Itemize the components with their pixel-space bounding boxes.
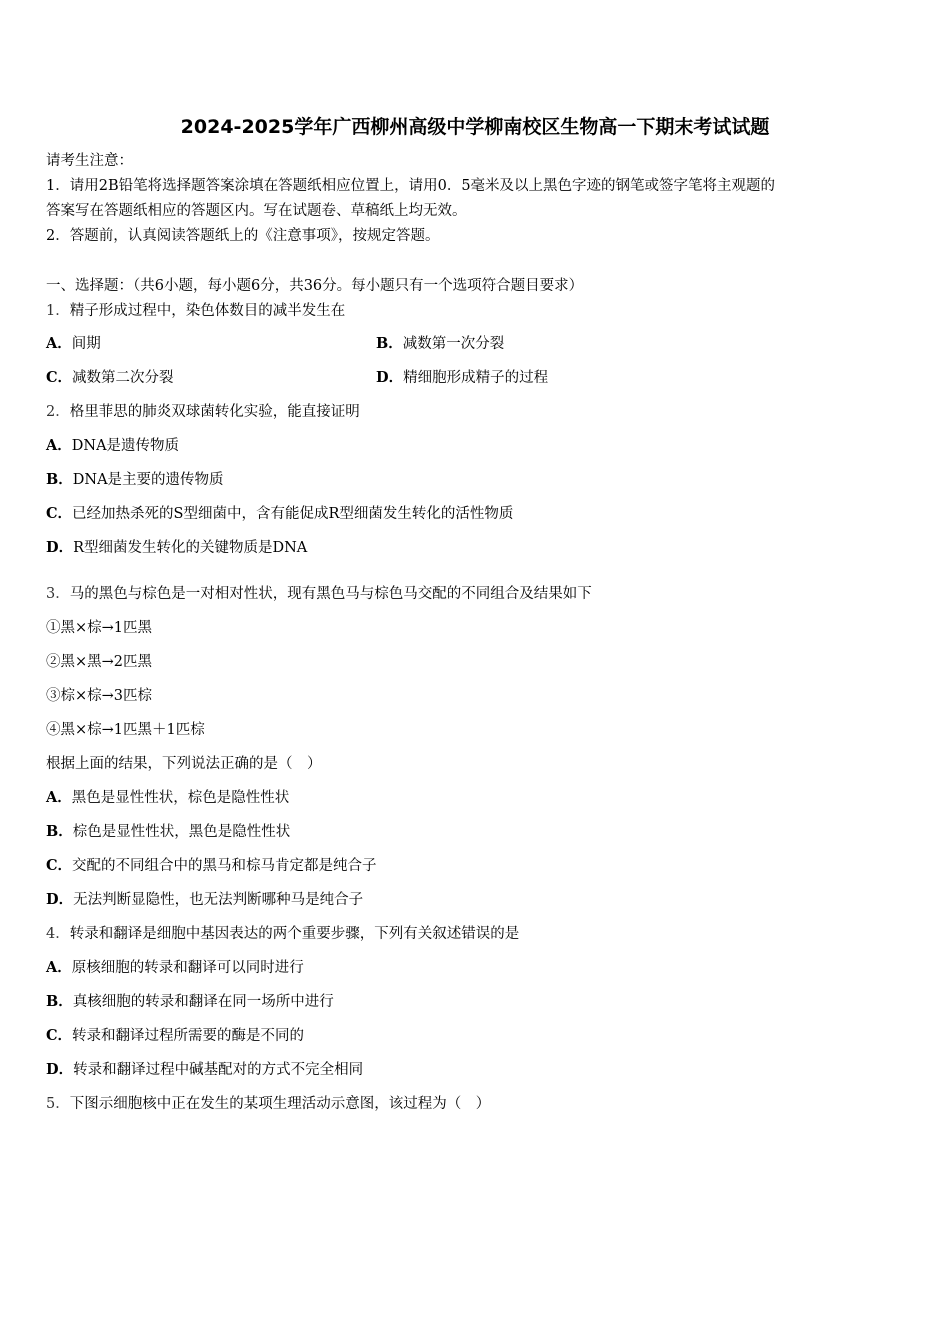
notice-line-1: 1．请用2B铅笔将选择题答案涂填在答题纸相应位置上，请用0．5毫米及以上黑色字迹的钢笔或签字笔将主观题的 <box>46 178 776 194</box>
option-label: A． <box>46 959 72 976</box>
cross-result-1: ①黑×棕→1匹黑 <box>46 620 153 636</box>
q1-option-c[interactable] <box>46 368 174 388</box>
question-stem: 转录和翻译是细胞中基因表达的两个重要步骤，下列有关叙述错误的是 <box>69 926 520 942</box>
option-label: C． <box>46 505 73 522</box>
question-4 <box>46 924 519 944</box>
question-3 <box>46 584 592 604</box>
option-label: C． <box>46 857 73 874</box>
option-text: DNA是遗传物质 <box>71 438 180 454</box>
question-3-prompt: 根据上面的结果，下列说法正确的是（ ） <box>46 756 322 772</box>
option-text: 转录和翻译过程所需要的酶是不同的 <box>72 1028 305 1044</box>
option-text: DNA是主要的遗传物质 <box>72 472 224 488</box>
option-text: 减数第二次分裂 <box>72 370 174 386</box>
option-label: B． <box>46 471 73 488</box>
option-label: B． <box>376 335 403 352</box>
page-title: 2024-2025学年广西柳州高级中学柳南校区生物高一下期末考试试题 <box>180 116 770 138</box>
question-5 <box>46 1094 490 1114</box>
q1-option-d[interactable] <box>376 368 548 388</box>
option-text: 黑色是显性性状，棕色是隐性性状 <box>71 790 290 806</box>
cross-result-4: ④黑×棕→1匹黑＋1匹棕 <box>46 722 205 738</box>
option-label: A． <box>46 789 72 806</box>
option-label: C． <box>46 369 73 386</box>
notice-heading: 请考生注意： <box>46 153 133 169</box>
option-text: 转录和翻译过程中碱基配对的方式不完全相同 <box>73 1062 364 1078</box>
question-number: 4． <box>46 926 70 942</box>
q1-option-b[interactable] <box>376 334 504 354</box>
question-stem: 精子形成过程中，染色体数目的减半发生在 <box>69 303 346 319</box>
q4-option-c[interactable] <box>46 1026 304 1046</box>
q2-option-b[interactable] <box>46 470 224 490</box>
option-text: 原核细胞的转录和翻译可以同时进行 <box>71 960 304 976</box>
question-2 <box>46 402 360 422</box>
option-text: 真核细胞的转录和翻译在同一场所中进行 <box>72 994 334 1010</box>
option-text: 已经加热杀死的S型细菌中，含有能促成R型细菌发生转化的活性物质 <box>72 506 514 522</box>
option-text: R型细菌发生转化的关键物质是DNA <box>73 540 308 556</box>
question-number: 2． <box>46 404 70 420</box>
option-text: 无法判断显隐性，也无法判断哪种马是纯合子 <box>73 892 364 908</box>
option-text: 精细胞形成精子的过程 <box>403 370 549 386</box>
q4-option-b[interactable] <box>46 992 334 1012</box>
q4-option-d[interactable] <box>46 1060 363 1080</box>
q3-option-c[interactable] <box>46 856 377 876</box>
q3-option-b[interactable] <box>46 822 290 842</box>
section-heading: 一、选择题：（共6小题，每小题6分，共36分。每小题只有一个选项符合题目要求） <box>46 278 584 294</box>
q2-option-a[interactable] <box>46 436 179 456</box>
q3-option-d[interactable] <box>46 890 363 910</box>
question-stem: 下图示细胞核中正在发生的某项生理活动示意图，该过程为（ ） <box>69 1096 491 1112</box>
question-stem: 马的黑色与棕色是一对相对性状，现有黑色马与棕色马交配的不同组合及结果如下 <box>69 586 592 602</box>
notice-line-2: 答案写在答题纸相应的答题区内。写在试题卷、草稿纸上均无效。 <box>46 203 467 219</box>
cross-result-2: ②黑×黑→2匹黑 <box>46 654 153 670</box>
option-label: B． <box>46 823 73 840</box>
question-stem: 格里菲思的肺炎双球菌转化实验，能直接证明 <box>69 404 360 420</box>
question-number: 1． <box>46 303 70 319</box>
option-label: D． <box>46 539 74 556</box>
option-label: A． <box>46 437 72 454</box>
notice-line-3: 2．答题前，认真阅读答题纸上的《注意事项》，按规定答题。 <box>46 228 440 244</box>
q4-option-a[interactable] <box>46 958 304 978</box>
question-1 <box>46 301 345 321</box>
option-text: 减数第一次分裂 <box>402 336 505 352</box>
option-label: D． <box>46 1061 74 1078</box>
option-label: D． <box>46 891 74 908</box>
q2-option-c[interactable] <box>46 504 513 524</box>
q1-option-a[interactable] <box>46 334 101 354</box>
option-label: B． <box>46 993 73 1010</box>
option-label: D． <box>376 369 404 386</box>
option-text: 棕色是显性性状，黑色是隐性性状 <box>72 824 291 840</box>
cross-result-3: ③棕×棕→3匹棕 <box>46 688 153 704</box>
option-label: A． <box>46 335 72 352</box>
q2-option-d[interactable] <box>46 538 307 558</box>
q3-option-a[interactable] <box>46 788 289 808</box>
question-number: 5． <box>46 1096 70 1112</box>
option-text: 交配的不同组合中的黑马和棕马肯定都是纯合子 <box>72 858 377 874</box>
question-number: 3． <box>46 586 70 602</box>
option-text: 间期 <box>71 336 101 352</box>
option-label: C． <box>46 1027 73 1044</box>
